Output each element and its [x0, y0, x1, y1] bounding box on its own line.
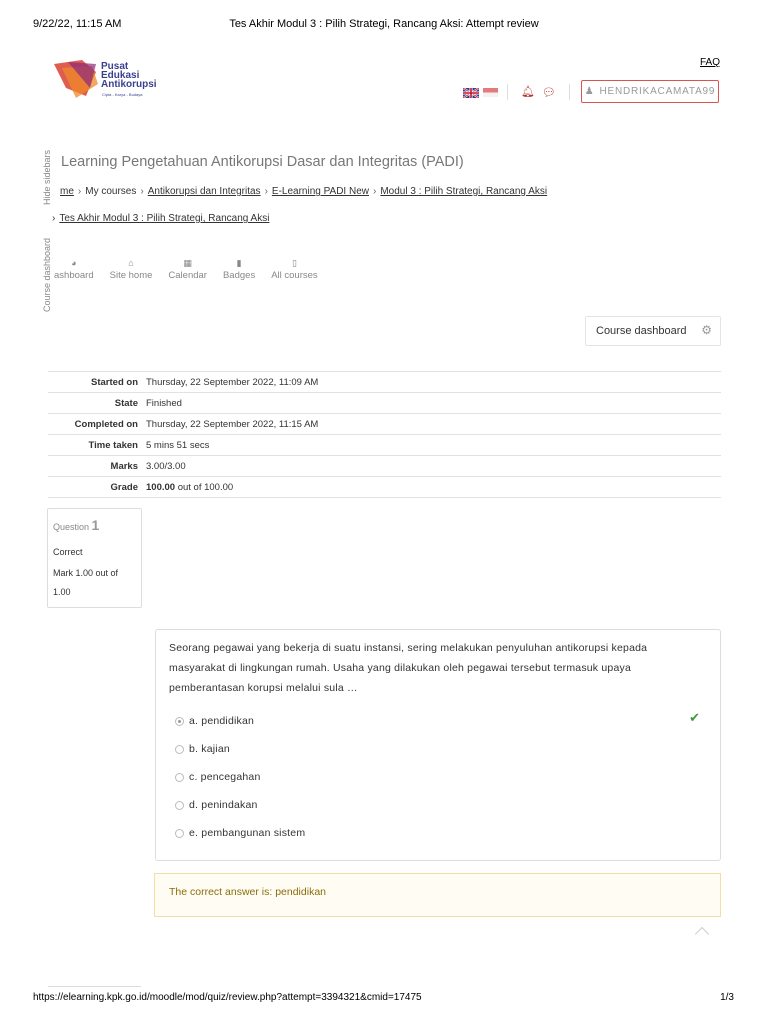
- print-url: https://elearning.kpk.go.id/moodle/mod/quiz/review.php?attempt=3394321&cmid=17475: [33, 992, 422, 1003]
- radio[interactable]: [175, 773, 184, 782]
- summary-label: State: [48, 393, 146, 414]
- summary-value: 5 mins 51 secs: [146, 435, 721, 456]
- breadcrumb-module[interactable]: Modul 3 : Pilih Strategi, Rancang Aksi: [380, 186, 548, 197]
- table-row: [48, 393, 721, 414]
- question-mark: Mark 1.00 out of 1.00: [53, 568, 119, 597]
- question-text: Seorang pegawai yang bekerja di suatu instansi, sering melakukan penyuluhan antikorupsi kepada masyarakat di lingkungan rumah. Usaha yang dilakukan oleh pegawai tersebut termasuk upaya pemberantasan korupsi melalui sula …: [169, 642, 648, 694]
- table-row: [48, 456, 721, 477]
- logo-tagline: Cipta - Karya - Budaya: [102, 92, 143, 97]
- user-menu-button[interactable]: [581, 80, 719, 103]
- courses-icon: ▯: [291, 258, 297, 268]
- breadcrumb-category[interactable]: Antikorupsi dan Integritas: [147, 186, 261, 197]
- question-box: [155, 629, 721, 861]
- question-state: Correct: [53, 547, 83, 557]
- summary-value: Thursday, 22 September 2022, 11:15 AM: [146, 414, 721, 435]
- print-datetime: 9/22/22, 11:15 AM: [33, 18, 122, 30]
- flag-id-icon[interactable]: [483, 88, 498, 97]
- dashboard-icon: ◕: [71, 258, 77, 268]
- user-icon: ♟: [584, 86, 595, 97]
- breadcrumb-quiz[interactable]: Tes Akhir Modul 3 : Pilih Strategi, Rancang Aksi: [59, 213, 270, 224]
- summary-label: Marks: [48, 456, 146, 477]
- radio-selected[interactable]: [175, 717, 184, 726]
- print-page-title: Tes Akhir Modul 3 : Pilih Strategi, Rancang Aksi: Attempt review: [229, 18, 539, 30]
- check-icon: ✔: [689, 710, 700, 725]
- breadcrumb-my-courses[interactable]: My courses: [85, 186, 137, 197]
- summary-value: 3.00/3.00: [146, 456, 721, 477]
- home-icon: ⌂: [128, 258, 134, 268]
- divider: [569, 84, 570, 100]
- table-row: [48, 477, 721, 498]
- answer-label: d. penindakan: [189, 799, 258, 811]
- nav-label: ashboard: [54, 270, 94, 281]
- attempt-summary-table: [48, 371, 721, 498]
- breadcrumb-separator: ›: [373, 186, 377, 197]
- nav-badges[interactable]: [223, 256, 255, 281]
- nav-dashboard[interactable]: [54, 256, 94, 281]
- bookmark-icon: ▮: [236, 258, 242, 268]
- summary-label: Completed on: [48, 414, 146, 435]
- nav-site-home[interactable]: [110, 256, 153, 281]
- faq-link[interactable]: FAQ: [699, 57, 720, 68]
- course-dashboard-button[interactable]: [585, 316, 721, 346]
- answer-label: c. pencegahan: [189, 771, 261, 783]
- question-info: [47, 508, 142, 608]
- summary-label: Grade: [48, 477, 146, 498]
- flag-uk-icon[interactable]: [463, 88, 479, 98]
- answer-option[interactable]: [175, 771, 261, 783]
- grade-value: 100.00: [146, 481, 176, 493]
- table-row: [48, 372, 721, 393]
- answer-option[interactable]: [175, 827, 305, 839]
- breadcrumb: [60, 186, 547, 197]
- breadcrumb-separator: ›: [140, 186, 144, 197]
- divider: [48, 986, 141, 987]
- answer-option[interactable]: [175, 715, 254, 727]
- summary-value: Finished: [146, 393, 721, 414]
- nav-label: Calendar: [168, 270, 207, 281]
- correct-answer-feedback: The correct answer is: pendidikan: [154, 873, 721, 917]
- breadcrumb-separator: ›: [52, 213, 56, 224]
- breadcrumb-home[interactable]: me: [60, 186, 74, 197]
- answer-option[interactable]: [175, 799, 258, 811]
- calendar-icon: ▦: [183, 258, 192, 268]
- answer-label: b. kajian: [189, 743, 230, 755]
- radio[interactable]: [175, 829, 184, 838]
- question-number: Question 1: [53, 517, 100, 533]
- breadcrumb-separator: ›: [77, 186, 82, 197]
- breadcrumb-separator: ›: [264, 186, 268, 197]
- radio[interactable]: [175, 801, 184, 810]
- nav-label: All courses: [271, 270, 318, 281]
- nav-all-courses[interactable]: [271, 256, 317, 281]
- course-title: Learning Pengetahuan Antikorupsi Dasar dan Integritas (PADI): [61, 154, 464, 170]
- breadcrumb-course[interactable]: E-Learning PADI New: [271, 186, 369, 197]
- nav-label: Badges: [222, 270, 256, 281]
- gear-icon[interactable]: ⚙: [701, 323, 712, 337]
- summary-value: [146, 477, 721, 498]
- breadcrumb-current: [52, 213, 269, 224]
- summary-value: Thursday, 22 September 2022, 11:09 AM: [146, 372, 721, 393]
- nav-label: Site home: [109, 270, 153, 281]
- hide-sidebars-toggle[interactable]: Hide sidebars: [42, 149, 52, 205]
- course-dashboard-label: Course dashboard: [596, 325, 687, 337]
- print-page-number: 1/3: [720, 992, 734, 1003]
- radio[interactable]: [175, 745, 184, 754]
- answer-label: a. pendidikan: [189, 715, 255, 727]
- summary-label: Started on: [48, 372, 146, 393]
- chat-icon[interactable]: 💬︎: [542, 87, 556, 99]
- grade-out-of: out of 100.00: [175, 481, 234, 493]
- logo-text: Pusat Edukasi Antikorupsi: [101, 61, 157, 90]
- table-row: [48, 435, 721, 456]
- divider: [507, 84, 508, 100]
- answer-label: e. pembangunan sistem: [189, 827, 306, 839]
- bell-icon[interactable]: 🔔︎: [521, 86, 535, 98]
- table-row: [48, 414, 721, 435]
- course-dashboard-toggle[interactable]: Course dashboard: [42, 237, 52, 312]
- user-name: HENDRIKACAMATA99: [599, 86, 716, 97]
- summary-label: Time taken: [48, 435, 146, 456]
- nav-calendar[interactable]: [168, 256, 207, 281]
- answer-option[interactable]: [175, 743, 230, 755]
- course-nav: [54, 256, 334, 281]
- chevron-up-icon[interactable]: [695, 927, 709, 941]
